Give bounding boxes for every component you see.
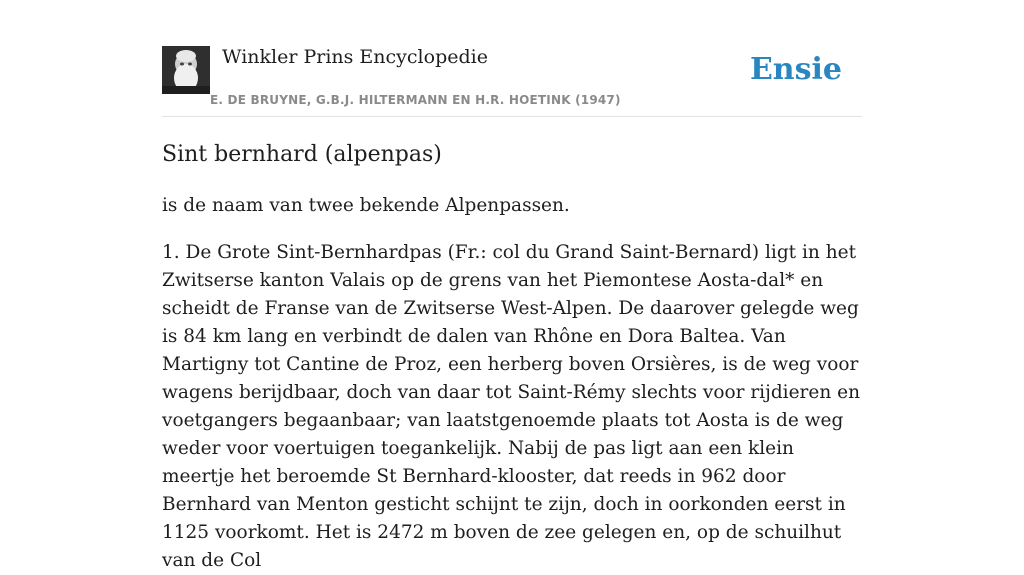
- article-title: Sint bernhard (alpenpas): [162, 142, 442, 167]
- article-paragraph: 1. De Grote Sint-Bernhardpas (Fr.: col du Grand Saint-Bernard) ligt in het Zwitserse kanton Valais op de grens van het Piemontese Aosta-dal* en scheidt de Franse van de Zwitserse West-Alpen. De daarover gelegde weg is 84 km lang en verbindt de dalen van Rhône en Dora Baltea. Van Martigny tot Cantine de Proz, een herberg boven Orsières, is de weg voor wagens berijdbaar, doch van daar tot Saint-Rémy slechts voor rijdieren en voetgangers begaanbaar; van laatstgenoemde plaats tot Aosta is de weg weder voor voertuigen toegankelijk. Nabij de pas ligt aan een klein meertje het beroemde St Bernhard-klooster, dat reeds in 962 door Bernhard van Menton gesticht schijnt te zijn, doch in oorkonden eerst in 1125 voorkomt. Het is 2472 m boven de zee gelegen en, op de schuilhut van de Col: [162, 242, 860, 571]
- author-avatar[interactable]: [162, 46, 210, 94]
- portrait-image: [162, 46, 210, 94]
- article-intro: is de naam van twee bekende Alpenpassen.: [162, 195, 570, 216]
- source-header: [162, 46, 862, 117]
- article: [162, 138, 862, 575]
- ensie-logo-link[interactable]: Ensie: [749, 52, 842, 87]
- source-authors: E. DE BRUYNE, G.B.J. HILTERMANN EN H.R. HOETINK (1947): [210, 93, 621, 107]
- source-title[interactable]: Winkler Prins Encyclopedie: [222, 46, 488, 68]
